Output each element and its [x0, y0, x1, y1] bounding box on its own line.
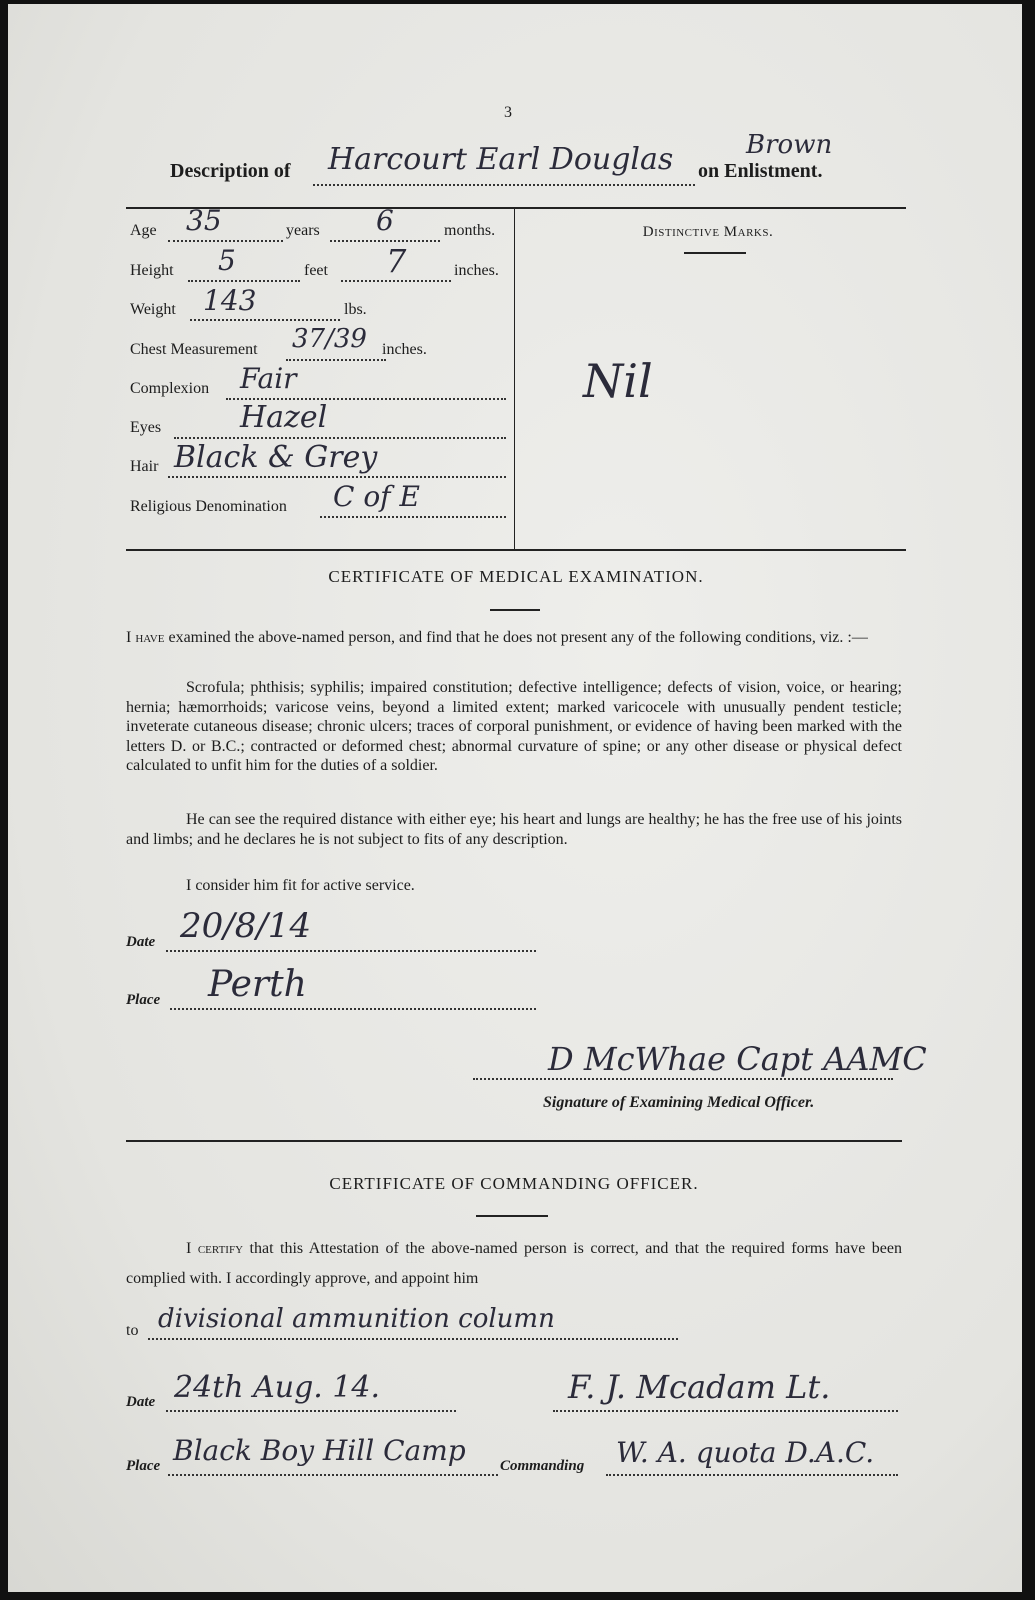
- height-inches-label: inches.: [454, 262, 499, 279]
- commanding-date-value: 24th Aug. 14.: [174, 1370, 381, 1405]
- complexion-value: Fair: [240, 362, 297, 395]
- eyes-label: Eyes: [130, 419, 162, 436]
- weight-label: Weight: [130, 301, 176, 318]
- medical-heading: CERTIFICATE OF MEDICAL EXAMINATION.: [328, 567, 704, 586]
- page-number: 3: [504, 104, 512, 121]
- age-label: Age: [130, 222, 157, 239]
- chest-value: 37/39: [292, 324, 367, 354]
- distinctive-marks-underline: [684, 252, 746, 254]
- name-dotted-line: [313, 184, 695, 186]
- hair-label: Hair: [130, 458, 159, 475]
- appoint-to-line: [148, 1338, 678, 1340]
- religion-value: C of E: [333, 480, 420, 513]
- commanding-place-label: Place: [126, 1458, 161, 1474]
- religion-label: Religious Denomination: [130, 498, 287, 515]
- eyes-value: Hazel: [240, 400, 328, 435]
- chest-line: [286, 359, 386, 361]
- commanding-date-line: [166, 1410, 456, 1412]
- height-feet-value: 5: [218, 244, 236, 277]
- medical-place-line: [170, 1008, 536, 1010]
- height-inches-value: 7: [386, 242, 407, 280]
- appoint-to-label: to: [126, 1322, 139, 1339]
- commanding-heading-underline: [476, 1215, 548, 1217]
- commanding-signature: F. J. Mcadam Lt.: [568, 1368, 831, 1406]
- medical-para-1-text: examined the above-named person, and find that he does not present any of the following conditions, viz. :—: [168, 629, 868, 646]
- medical-place-value: Perth: [208, 964, 307, 1005]
- medical-signature: D McWhae Capt AAMC: [548, 1040, 927, 1078]
- commanding-para-text: that this Attestation of the above-named person is correct, and that the required forms have been complied with. I accordingly approve, and appoint him: [126, 1240, 903, 1287]
- height-inches-line: [341, 280, 451, 282]
- eyes-line: [174, 437, 506, 439]
- medical-para-2: Scrofula; phthisis; syphilis; impaired constitution; defective intelligence; defects of vision, voice, or hearing; hernia; hæmorrhoids; varicose veins, beyond a limited extent; marked varicocele with unusually pendent testicle; inveterate cutaneous disease; chronic ulcers; traces of corporal punishment, or evidence of having been marked with the letters D. or B.C.; contracted or deformed chest; abnormal curvature of spine; or any other disease or physical defect calculated to unfit him for the duties of a soldier.: [126, 679, 902, 774]
- distinctive-marks-value: Nil: [583, 354, 653, 408]
- commanding-place-value: Black Boy Hill Camp: [173, 1434, 466, 1467]
- medical-heading-underline: [490, 609, 540, 611]
- age-months-label: months.: [444, 222, 496, 239]
- distinctive-marks-heading: Distinctive Marks.: [642, 224, 774, 240]
- enlistee-name: Harcourt Earl Douglas: [328, 142, 674, 177]
- complexion-label: Complexion: [130, 380, 210, 397]
- age-years-line: [168, 240, 283, 242]
- height-feet-label: feet: [304, 262, 328, 279]
- age-months-line: [330, 240, 440, 242]
- medical-top-rule: [126, 549, 906, 551]
- age-months-value: 6: [376, 204, 394, 237]
- weight-value: 143: [203, 284, 257, 317]
- appoint-to-value: divisional ammunition column: [158, 1304, 555, 1334]
- commanding-place-line: [168, 1474, 498, 1476]
- medical-para-1: [126, 628, 902, 648]
- chest-unit: inches.: [382, 341, 427, 358]
- hair-line: [168, 476, 506, 478]
- age-years-label: years: [286, 222, 320, 239]
- medical-date-label: Date: [126, 934, 156, 950]
- chest-label: Chest Measurement: [130, 341, 258, 358]
- commanding-date-label: Date: [126, 1394, 156, 1410]
- medical-signature-label: Signature of Examining Medical Officer.: [543, 1094, 815, 1111]
- commanding-signature-line: [553, 1410, 898, 1412]
- enlistee-surname: Brown: [746, 130, 833, 160]
- header-prefix: Description of: [170, 160, 291, 182]
- attestation-page: [8, 4, 1022, 1592]
- commanding-heading: CERTIFICATE OF COMMANDING OFFICER.: [329, 1174, 699, 1193]
- commanding-label: Commanding: [500, 1458, 585, 1474]
- religion-line: [320, 516, 506, 518]
- column-divider: [514, 209, 515, 549]
- age-years-value: 35: [186, 204, 222, 237]
- header-rule: [126, 207, 906, 209]
- medical-place-label: Place: [126, 992, 161, 1008]
- medical-para-4: I consider him fit for active service.: [186, 877, 415, 894]
- commanding-line: [606, 1474, 898, 1476]
- medical-date-line: [166, 950, 536, 952]
- weight-line: [190, 319, 340, 321]
- commanding-value: W. A. quota D.A.C.: [616, 1436, 875, 1469]
- header-suffix: on Enlistment.: [698, 160, 823, 182]
- weight-unit: lbs.: [344, 301, 367, 318]
- commanding-para-lead: I certify: [186, 1240, 244, 1257]
- commanding-top-rule: [126, 1140, 902, 1142]
- medical-para-1-lead: I have: [126, 629, 165, 646]
- medical-date-value: 20/8/14: [180, 906, 312, 946]
- commanding-para: [126, 1234, 902, 1294]
- medical-signature-line: [473, 1078, 893, 1080]
- hair-value: Black & Grey: [174, 440, 378, 475]
- medical-para-3: He can see the required distance with either eye; his heart and lungs are healthy; he has the free use of his joints and limbs; and he declares he is not subject to fits of any description.: [126, 811, 902, 848]
- height-label: Height: [130, 262, 174, 279]
- height-feet-line: [188, 280, 300, 282]
